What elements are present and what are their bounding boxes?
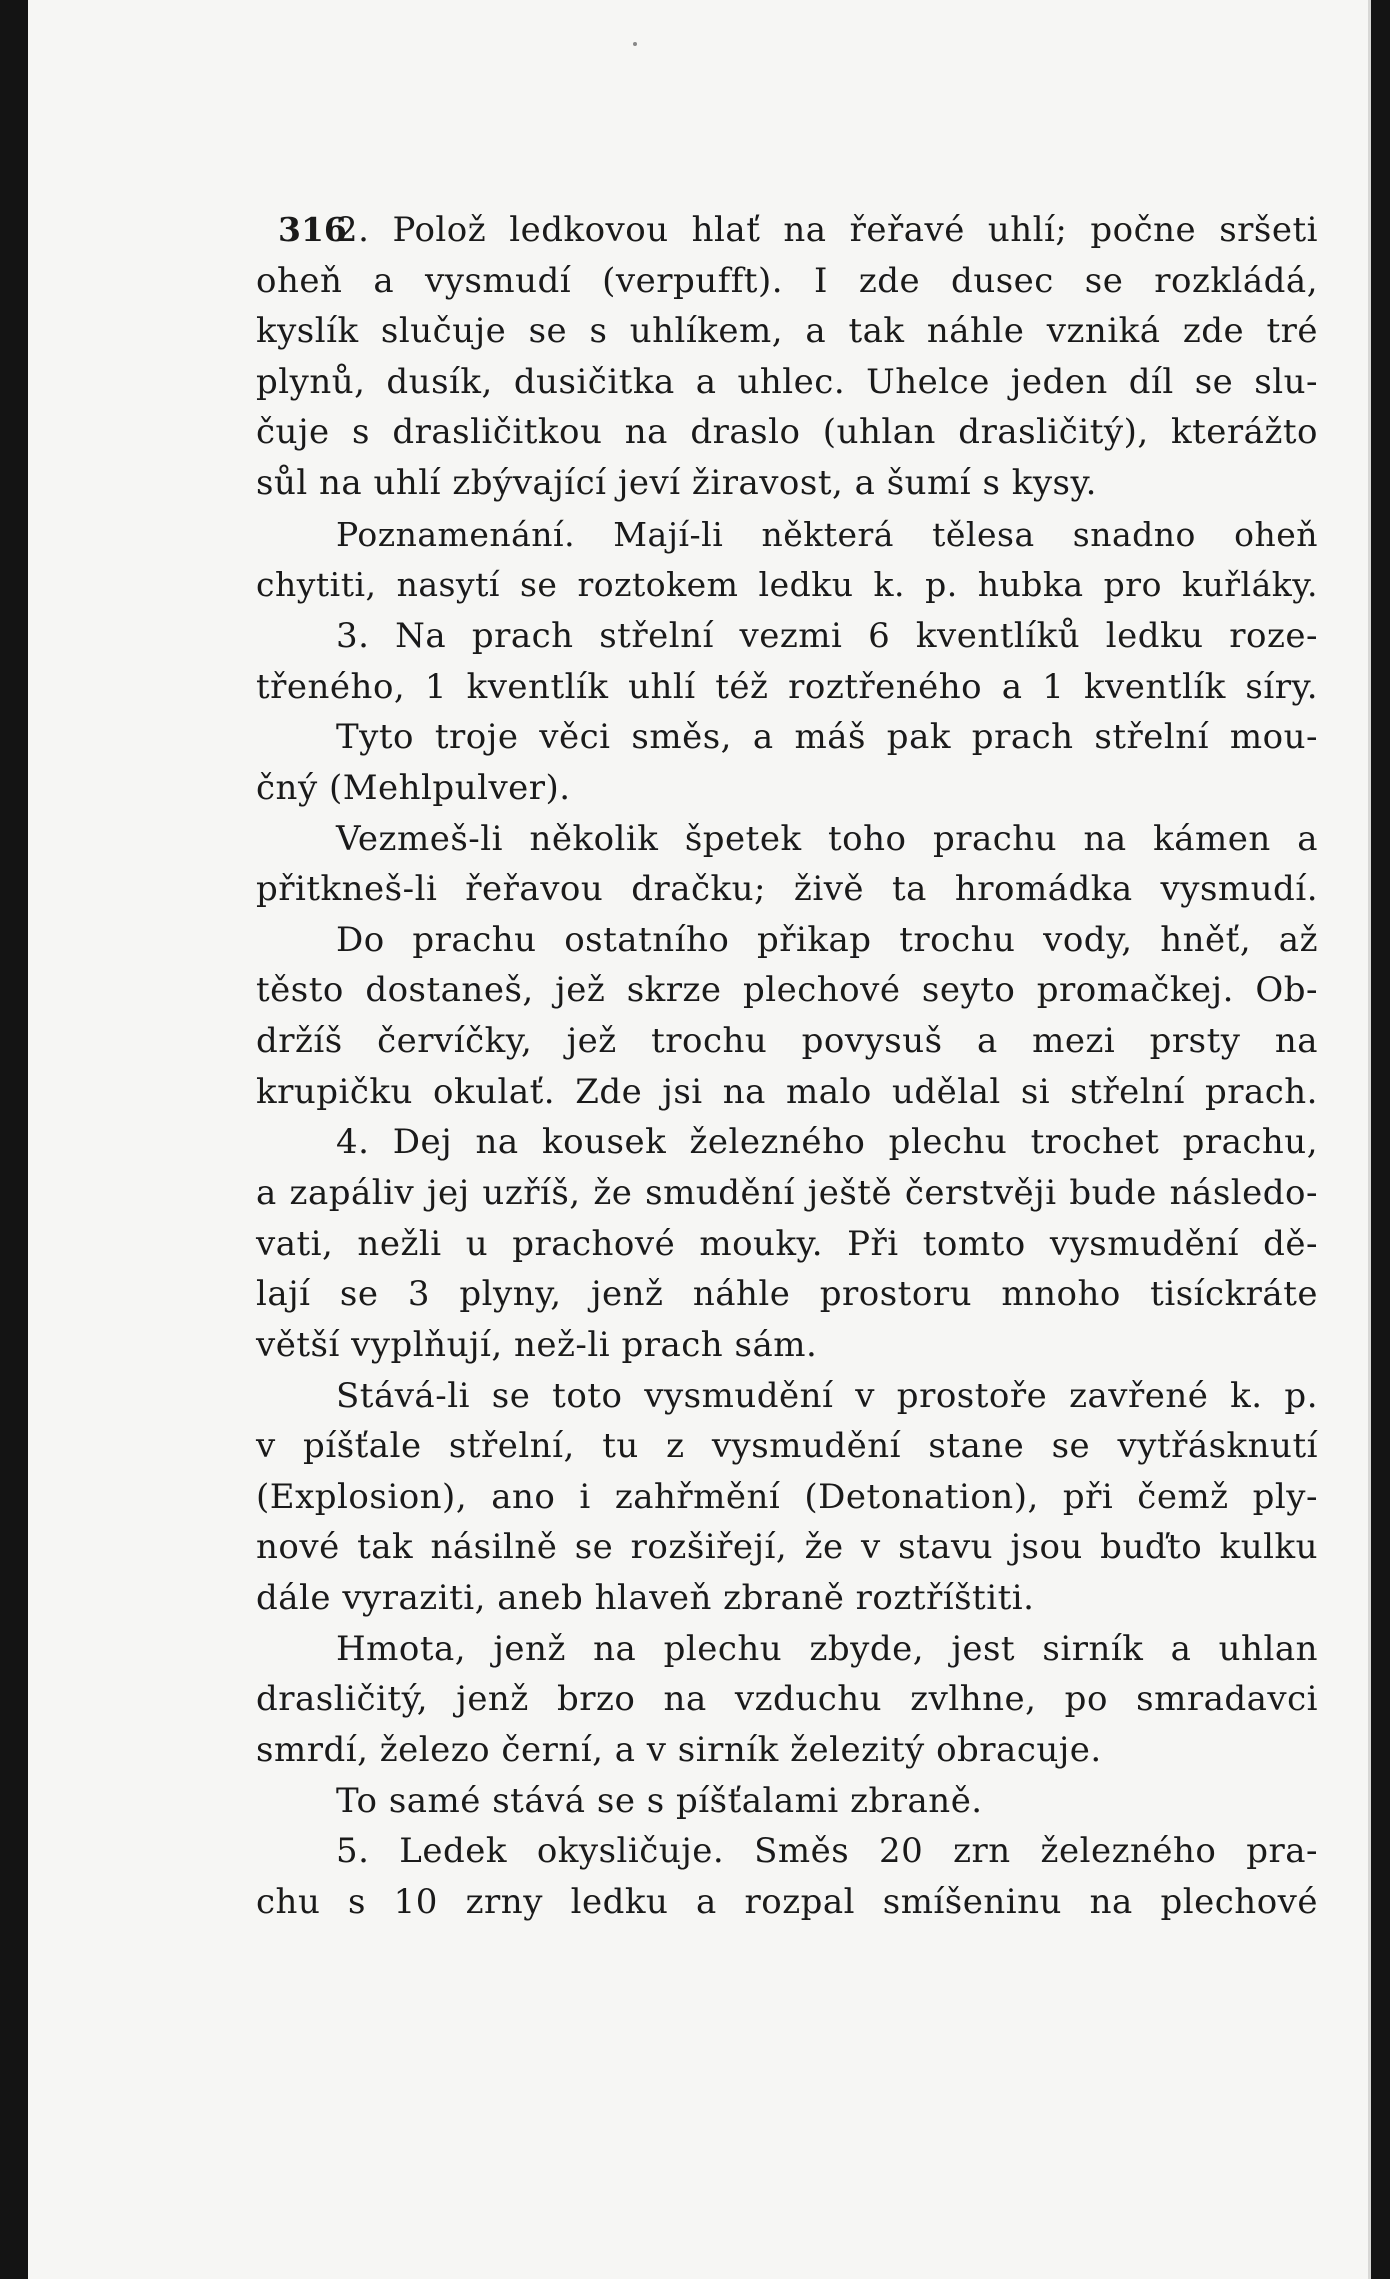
note-line: chytiti, nasytí se roztokem ledku k. p. hubka pro kuřláky.	[256, 565, 1318, 604]
text-line: a zapáliv jej uzříš, že smudění ještě čerstvěji bude následo-	[256, 1173, 1318, 1213]
text-line: lají se 3 plyny, jenž náhle prostoru mnoho tisíckráte	[256, 1274, 1318, 1314]
text-line: čuje s drasličitkou na draslo (uhlan drasličitý), kterážto	[256, 412, 1318, 452]
text-line: nové tak násilně se rozšiřejí, že v stavu jsou buďto kulku	[256, 1527, 1318, 1567]
text-line: 2. Polož ledkovou hlať na řeřavé uhlí; počne sršeti	[336, 210, 1318, 250]
text-line: krupičku okulať. Zde jsi na malo udělal si střelní prach.	[256, 1072, 1318, 1112]
text-line: držíš červíčky, jež trochu povysuš a mezi prsty na	[256, 1021, 1318, 1061]
text-line: čný (Mehlpulver).	[256, 768, 571, 808]
text-line: dále vyraziti, aneb hlaveň zbraně roztříštiti.	[256, 1578, 1035, 1618]
text-line: (Explosion), ano i zahřmění (Detonation), při čemž ply-	[256, 1477, 1318, 1517]
text-line: Hmota, jenž na plechu zbyde, jest sirník a uhlan	[336, 1629, 1318, 1669]
text-line: těsto dostaneš, jež skrze plechové seyto promačkej. Ob-	[256, 970, 1318, 1010]
text-line: sůl na uhlí zbývající jeví žiravost, a šumí s kysy.	[256, 463, 1097, 503]
text-line: přitkneš-li řeřavou dračku; živě ta hromádka vysmudí.	[256, 869, 1318, 909]
page-number: 316	[278, 210, 347, 249]
text-line: Stává-li se toto vysmudění v prostoře zavřené k. p.	[336, 1376, 1318, 1416]
book-page	[28, 0, 1371, 2279]
note-line: Poznamenání. Mají-li některá tělesa snadno oheň	[336, 515, 1318, 554]
text-line: 4. Dej na kousek železného plechu trochet prachu,	[336, 1122, 1318, 1162]
text-line: To samé stává se s píšťalami zbraně.	[336, 1781, 983, 1821]
text-line: větší vyplňují, než-li prach sám.	[256, 1325, 818, 1365]
text-line: 3. Na prach střelní vezmi 6 kventlíků ledku roze-	[336, 616, 1318, 656]
page-edge	[1368, 0, 1371, 2279]
text-line: oheň a vysmudí (verpufft). I zde dusec se rozkládá,	[256, 261, 1318, 301]
text-line: kyslík slučuje se s uhlíkem, a tak náhle vzniká zde tré	[256, 311, 1318, 351]
text-line: smrdí, železo černí, a v sirník železitý obracuje.	[256, 1730, 1102, 1770]
text-line: Vezmeš-li několik špetek toho prachu na kámen a	[336, 819, 1318, 859]
text-line: drasličitý, jenž brzo na vzduchu zvlhne, po smradavci	[256, 1679, 1318, 1719]
text-line: Tyto troje věci směs, a máš pak prach střelní mou-	[336, 717, 1318, 757]
paper-speck	[633, 42, 637, 46]
text-line: 5. Ledek okysličuje. Směs 20 zrn železného pra-	[336, 1831, 1318, 1871]
text-line: chu s 10 zrny ledku a rozpal smíšeninu na plechové	[256, 1882, 1318, 1922]
text-line: vati, nežli u prachové mouky. Při tomto vysmudění dě-	[256, 1224, 1318, 1264]
text-line: třeného, 1 kventlík uhlí též roztřeného a 1 kventlík síry.	[256, 667, 1318, 707]
text-line: Do prachu ostatního přikap trochu vody, hněť, až	[336, 920, 1318, 960]
text-line: v píšťale střelní, tu z vysmudění stane se vytřásknutí	[256, 1426, 1318, 1466]
text-line: plynů, dusík, dusičitka a uhlec. Uhelce jeden díl se slu-	[256, 362, 1318, 402]
